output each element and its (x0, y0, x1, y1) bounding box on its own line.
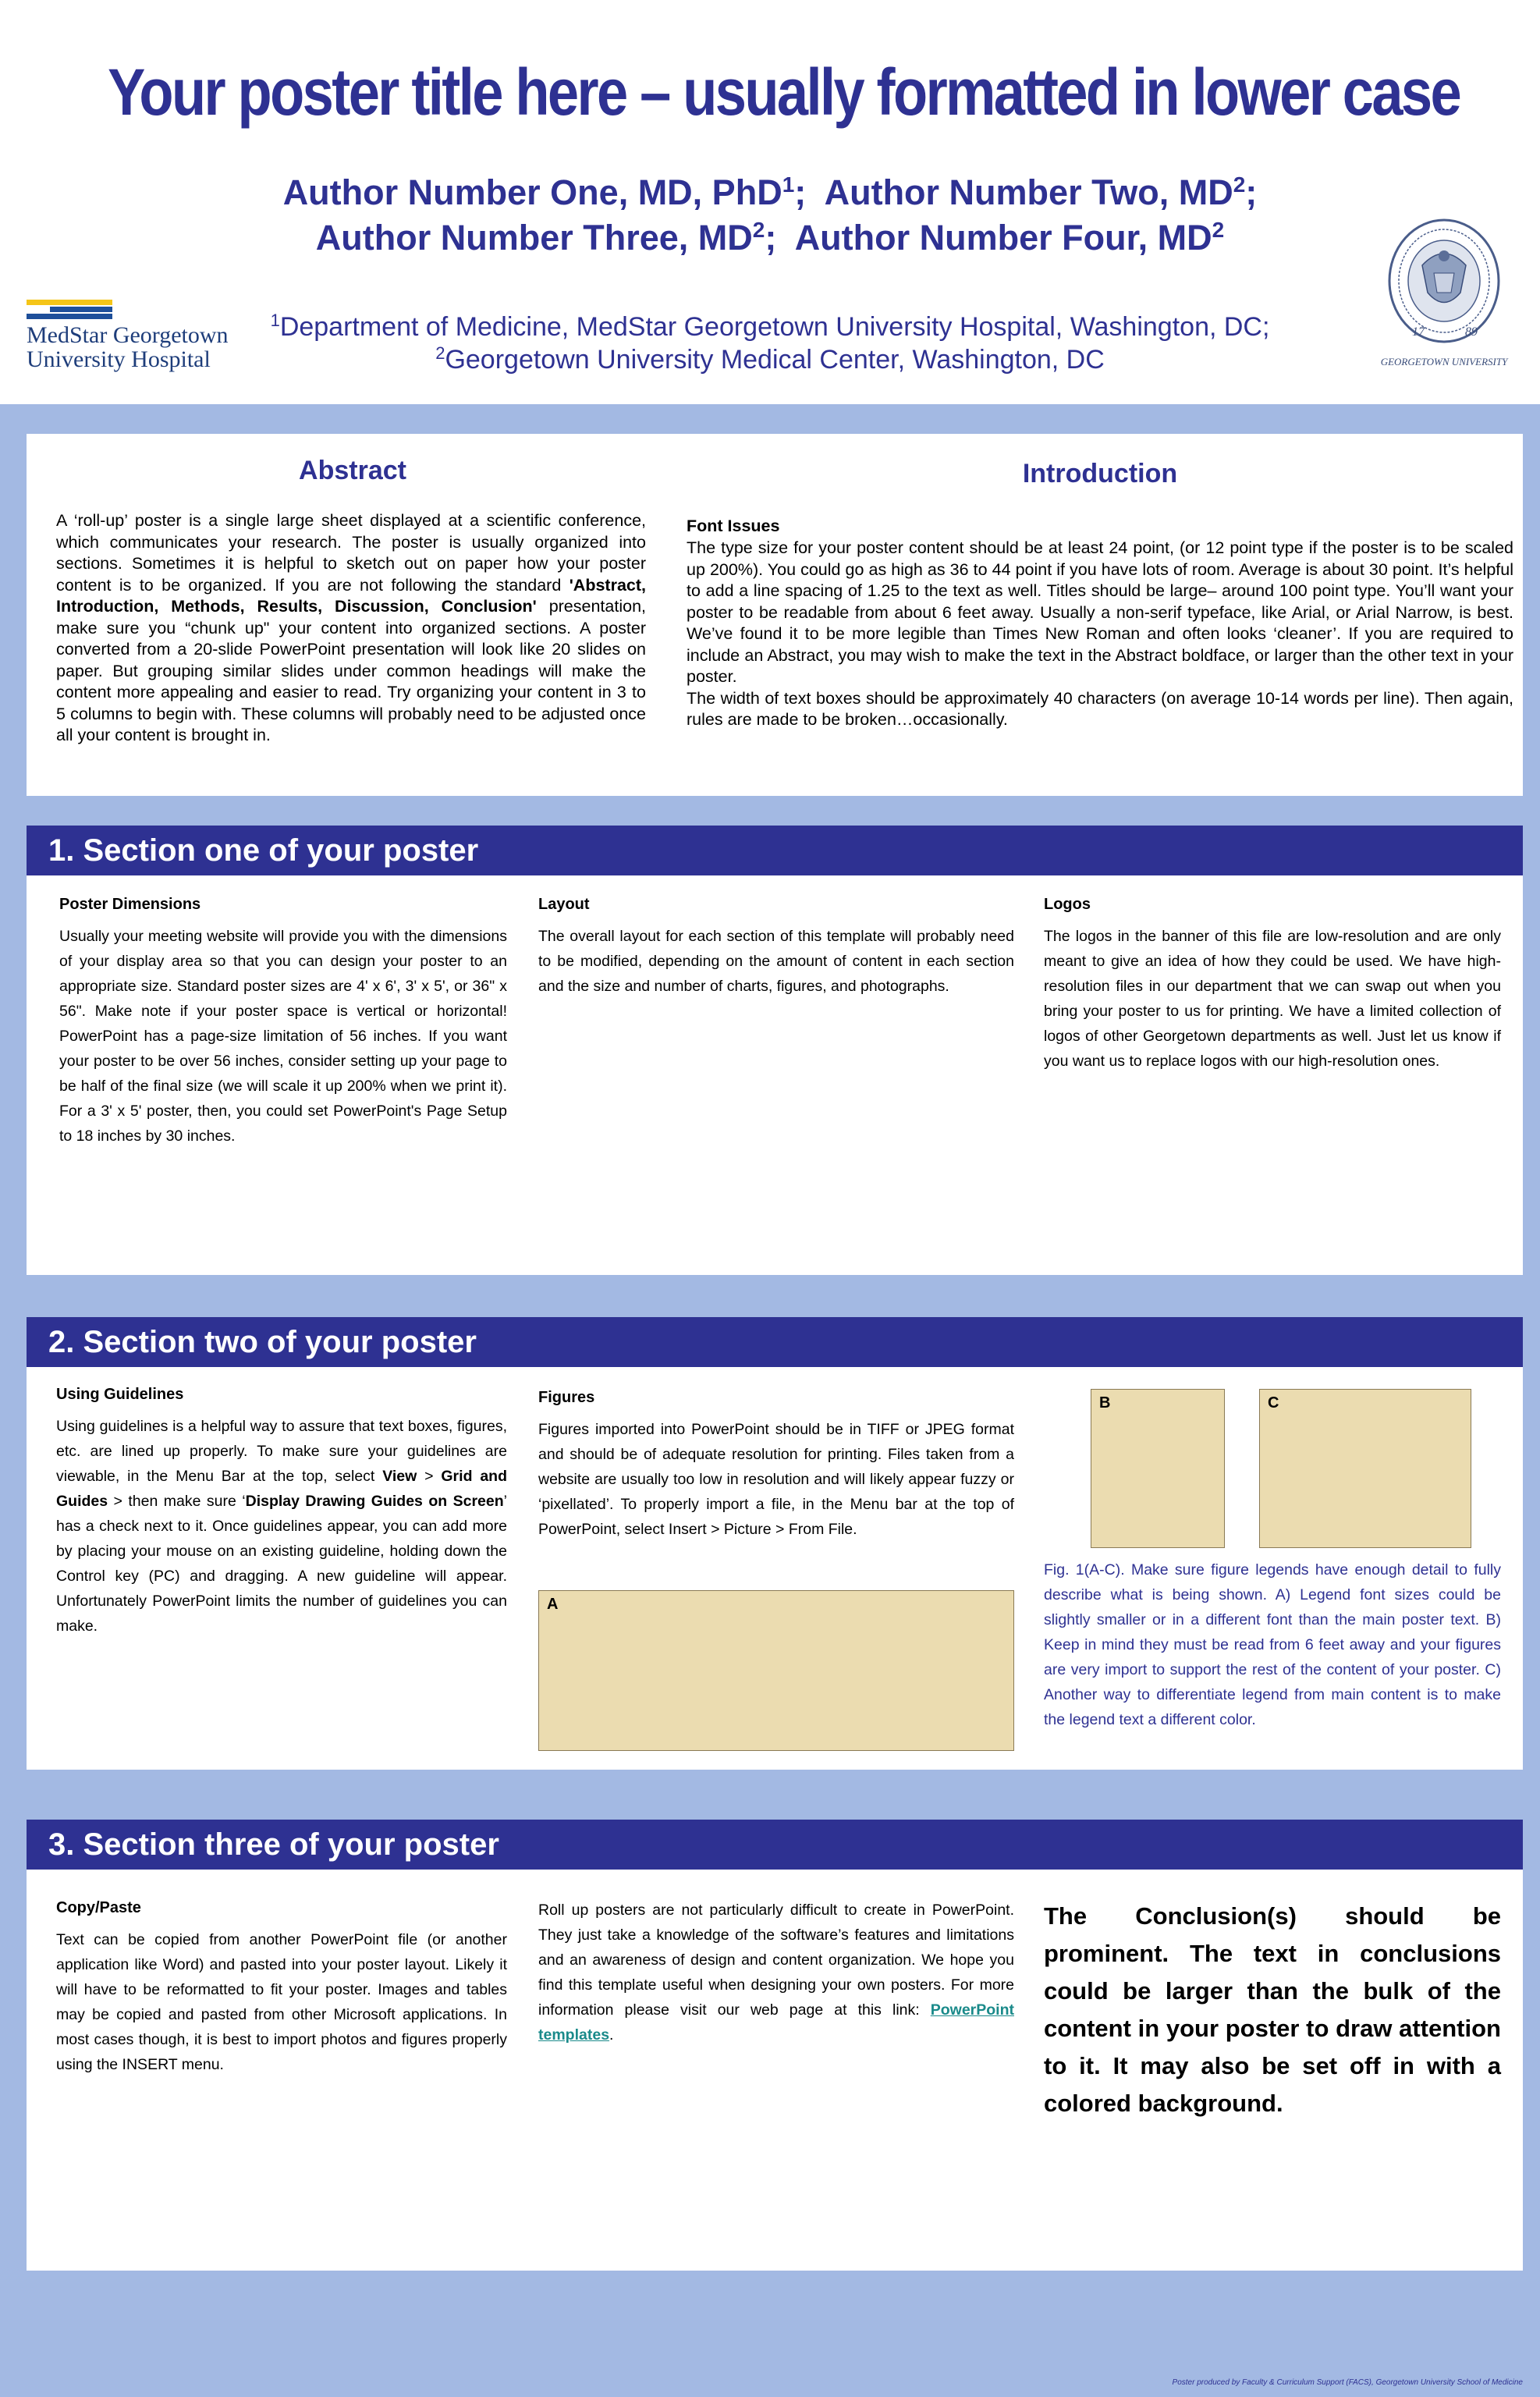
conclusion-text: The Conclusion(s) should be prominent. The text in conclusions could be larger than the bulk of the content in your poster to draw attention to it. It may also be set off in with a colored background. (1044, 1902, 1501, 2117)
affiliation-1-text: Department of Medicine, MedStar Georgetown University Hospital, Washington, DC; (279, 312, 1270, 342)
layout-heading: Layout (538, 896, 590, 913)
abstract-heading: Abstract (299, 456, 406, 485)
author-4: Author Number Four, MD (794, 218, 1212, 257)
georgetown-seal-icon (1379, 218, 1509, 371)
powerpoint-templates-link[interactable]: PowerPoint templates (538, 2001, 1014, 2044)
figure-legend: Fig. 1(A-C). Make sure figure legends have enough detail to fully describe what is being shown. A) Legend font sizes could be slightly smaller or in a different font than the main poster text. B) Keep in mind they must be read from 6 feet away and your figures are very import to support the rest of the content of your poster. C) Another way to differentiate legend from main content is to make the legend text a different color. (1044, 1561, 1501, 1728)
introduction-heading: Introduction (1022, 459, 1178, 488)
poster-dimensions-text: Usually your meeting website will provide you with the dimensions of your display area so that you can design your poster to an appropriate size. Standard poster sizes are 4' x 6', 3' x 5', or 36" x 56". Make note if your poster space is vertical or horizontal! PowerPoint has a page-size limitation of 56 inches. If you want your poster to be over 56 inches, consider setting up your page to be half of the final size (we will scale it up 200% when we print it). For a 3' x 5' poster, then, you could set PowerPoint's Page Setup to 18 inches by 30 inches. (59, 928, 507, 1145)
poster-dimensions-heading: Poster Dimensions (59, 896, 201, 913)
guidelines-text-4: ’ has a check next to it. Once guidelines appear, you can add more by placing your mouse on an existing guideline, holding down the Control key (PC) and dragging. A new guideline will appear. Unfortunately PowerPoint limits the number of guidelines you can make. (56, 1493, 507, 1635)
guidelines-text-1: Using guidelines is a helpful way to assure that text boxes, figures, etc. are lined up properly. To make sure your guidelines are viewable, in the Menu Bar at the top, select (56, 1418, 507, 1485)
section-two-title: 2. Section two of your poster (27, 1317, 1523, 1367)
font-issues-heading: Font Issues (687, 517, 780, 535)
figures-text: Figures imported into PowerPoint should be in TIFF or JPEG format and should be of adequate resolution for printing. Files taken from a website are usually too low in resolution and will likely appear fuzzy or ‘pixellated’. To properly import a file, in the Menu bar at the top of PowerPoint, select Insert > Picture > From File. (538, 1421, 1014, 1538)
figure-c-placeholder (1259, 1389, 1471, 1548)
logos-text: The logos in the banner of this file are low-resolution and are only meant to give an idea of how they could be used. We have high-resolution files in our department that we can swap out when you bring your poster to us for printing. We have a limited collection of logos of other Georgetown departments as well. Just let us know if you want us to replace logos with our high-resolution ones. (1044, 928, 1501, 1070)
section-three-panel (27, 1820, 1523, 2271)
guidelines-bold-view: View (382, 1468, 417, 1485)
abstract-text (56, 510, 646, 747)
medstar-logo-line-1: MedStar Georgetown (27, 322, 229, 348)
medstar-logo-text (27, 323, 229, 371)
poster-header (0, 0, 1540, 404)
author-4-sup: 2 (1212, 218, 1225, 242)
guidelines-text-2: > (417, 1468, 442, 1485)
abstract-text-part-2: presentation, make sure you “chunk up" your content into organized sections. A poster converted from a 20-slide PowerPoint presentation will look like 20 slides on paper. But grouping similar slides under common headings will make the content more appealing and easier to read. Try organizing your content in 3 to 5 columns to begin with. These columns will probably need to be adjusted once all your content is brought in. (56, 597, 647, 744)
roll-up-text-end: . (609, 2026, 614, 2044)
author-line-2: Author Number Three, $MD^2$; Author Number Four, $MD^2$ (315, 218, 1225, 257)
affiliation-2-text: Georgetown University Medical Center, Washington, DC (445, 345, 1105, 375)
section-two-panel (27, 1317, 1523, 1770)
affiliation-2 (234, 343, 1306, 376)
affiliation-1 (234, 311, 1306, 343)
footer-note: Poster produced by Faculty & Curriculum Support (FACS), Georgetown University School of Medicine (1172, 2378, 1523, 2387)
introduction-paragraph-1: The type size for your poster content should be at least 24 point, (or 12 point type if the poster is to be scaled up 200%). You could go as high as 36 to 44 point if you have lots of room. Average is about 30 point. It’s helpful to add a line spacing of 1.25 to the text as well. Titles should be large– around 100 point type. You’ll want your poster to be readable from about 6 feet away. Usually a non-serif typeface, like Arial, or Arial Narrow, is best. We’ve found it to be more legible than Times New Roman and often looks ‘cleaner’. If you are required to include an Abstract, you may wish to make the text in the Abstract boldface, or larger than the other text in your poster. (687, 538, 1513, 686)
author-2-sup: 2 (1233, 172, 1246, 197)
copy-paste-text: Text can be copied from another PowerPoint file (or another application like Word) and pasted into your poster layout. Likely it will have to be reformatted to fit your poster. Images and tables may be copied and pasted from other Microsoft applications. In most cases though, it is best to import photos and figures properly using the INSERT menu. (56, 1931, 507, 2073)
affiliation-1-sup: 1 (270, 311, 280, 330)
poster-title: Your poster title here – usually formatted in lower case (108, 55, 1460, 129)
using-guidelines-heading: Using Guidelines (56, 1386, 184, 1403)
copy-paste-heading: Copy/Paste (56, 1899, 141, 1916)
abstract-text-part-1: A ‘roll-up’ poster is a single large sheet displayed at a scientific conference, which communicates your research. The poster is usually organized into sections. Sometimes it is helpful to sketch out on paper how your poster content is to be organized. If you are not following the standard (56, 511, 646, 595)
medstar-stripes (27, 300, 112, 318)
section-one-panel (27, 826, 1523, 1275)
guidelines-bold-display: Display Drawing Guides on Screen (245, 1493, 504, 1510)
section-three-title: 3. Section three of your poster (27, 1820, 1523, 1870)
author-2: Author Number Two, MD (824, 172, 1233, 212)
roll-up-text (538, 1898, 1014, 2047)
figure-a-placeholder (538, 1590, 1014, 1751)
introduction-paragraph-2: The width of text boxes should be approximately 40 characters (on average 10-14 words per line). Then again, rules are made to be broken…occasionally. (687, 688, 1513, 729)
author-1-sup: 1 (782, 172, 795, 197)
medstar-logo-line-2: University Hospital (27, 346, 211, 372)
abstract-text-bold: 'Abstract, Introduction, Methods, Results, Discussion, Conclusion' (56, 575, 646, 616)
affiliations (234, 311, 1306, 376)
seal-year-left: 17 (1412, 325, 1425, 339)
section-one-title: 1. Section one of your poster (27, 826, 1523, 875)
logos-heading: Logos (1044, 896, 1091, 913)
figure-b-label: B (1099, 1394, 1111, 1412)
author-3-sup: 2 (752, 218, 765, 242)
author-line-1: Author Number One, MD, PhD$^1$; Author Number Two, $MD^2$; (282, 172, 1258, 212)
guidelines-bold-grid: Grid and Guides (56, 1468, 507, 1510)
author-1: Author Number One, MD, PhD (282, 172, 782, 212)
author-3: Author Number Three, MD (315, 218, 753, 257)
figure-c-label: C (1268, 1394, 1279, 1412)
abstract-intro-panel (27, 434, 1523, 796)
introduction-text (687, 538, 1513, 731)
roll-up-text-body: Roll up posters are not particularly difficult to create in PowerPoint. They just take a knowledge of the software’s features and limitations and an awareness of design and content organization. We hope you find this template useful when designing your own posters. For more information please visit our web page at this link: (538, 1902, 1014, 2019)
using-guidelines-text (56, 1414, 507, 1639)
seal-label: GEORGETOWN UNIVERSITY (1380, 356, 1508, 368)
medstar-logo-icon (27, 300, 253, 371)
author-list (195, 170, 1345, 261)
figures-heading: Figures (538, 1389, 595, 1406)
affiliation-2-sup: 2 (435, 343, 445, 363)
guidelines-text-3: > then make sure ‘ (108, 1493, 246, 1510)
layout-text: The overall layout for each section of this template will probably need to be modified, depending on the amount of content in each section and the size and number of charts, figures, and photographs. (538, 928, 1014, 995)
figure-b-placeholder (1091, 1389, 1225, 1548)
seal-year-right: 89 (1465, 325, 1478, 339)
figure-a-label: A (547, 1596, 559, 1613)
